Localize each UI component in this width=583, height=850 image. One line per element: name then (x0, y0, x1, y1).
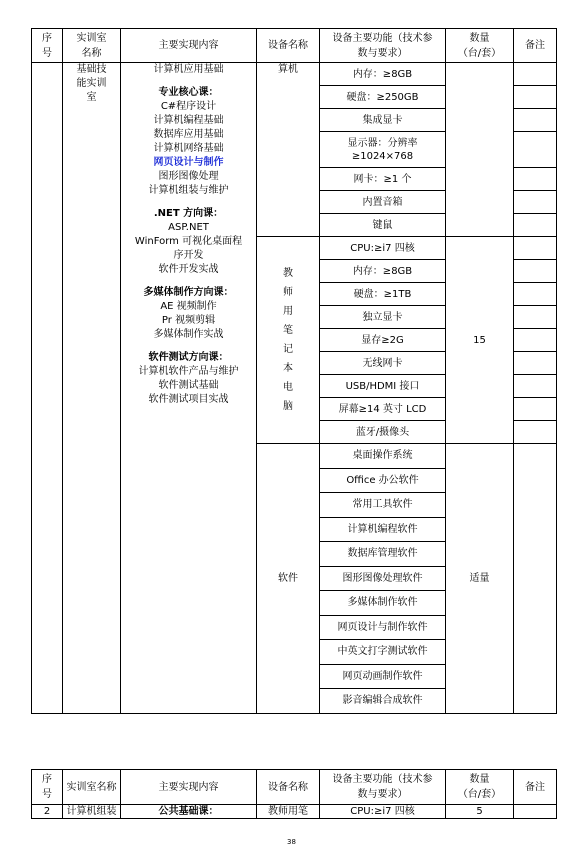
header-spec: 设备主要功能（技术参 数与要求） (320, 770, 446, 805)
header-seq: 序 号 (32, 770, 63, 805)
device-cell-laptop (257, 237, 320, 444)
seq-cell: 2 (32, 805, 63, 819)
quantity-cell (446, 63, 514, 237)
spec-cell: 硬盘：≥1TB (320, 283, 446, 306)
equipment-table-continued (31, 769, 557, 819)
spec-cell: 集成显卡 (320, 109, 446, 132)
header-spec: 设备主要功能（技术参 数与要求） (320, 29, 446, 63)
header-device: 设备名称 (257, 29, 320, 63)
header-content: 主要实现内容 (121, 29, 257, 63)
note-cell (514, 375, 557, 398)
spec-cell: 内存：≥8GB (320, 63, 446, 86)
content-line: 软件测试项目实战 (148, 394, 229, 405)
room-name-cell: 基础技 能实训 室 (63, 63, 121, 714)
content-line: 软件开发实战 (158, 264, 219, 275)
spec-cell: 计算机编程软件 (320, 517, 446, 542)
note-cell (514, 352, 557, 375)
note-cell (514, 444, 557, 714)
content-line: Pr 视频剪辑 (161, 315, 216, 326)
content-line: 软件测试基础 (158, 380, 219, 391)
spec-cell: 网页设计与制作软件 (320, 615, 446, 640)
content-line: 数据库应用基础 (153, 129, 224, 140)
seq-cell (32, 63, 63, 714)
note-cell (514, 214, 557, 237)
spec-cell: 内置音箱 (320, 191, 446, 214)
header-room-name: 实训室 名称 (63, 29, 121, 63)
header-device: 设备名称 (257, 770, 320, 805)
header-content: 主要实现内容 (121, 770, 257, 805)
content-cell (121, 63, 257, 714)
quantity-cell: 适量 (446, 444, 514, 714)
note-cell (514, 329, 557, 352)
header-note: 备注 (514, 770, 557, 805)
device-cell-computer: 算机 (257, 63, 320, 237)
content-line: 计算机网络基础 (153, 143, 224, 154)
note-cell (514, 109, 557, 132)
content-line: 多媒体制作方向课： (143, 287, 234, 298)
content-line: .NET 方向课： (153, 208, 224, 219)
page-number: 38 (287, 838, 296, 846)
header-quantity: 数量 （台/套） (446, 770, 514, 805)
spec-cell: 影音编辑合成软件 (320, 689, 446, 714)
note-cell (514, 63, 557, 86)
spec-cell: 独立显卡 (320, 306, 446, 329)
room-name-cell: 计算机组装 (63, 805, 121, 819)
spec-cell: 显示器：分辨率 ≥1024×768 (320, 132, 446, 168)
device-cell: 教师用笔 (257, 805, 320, 819)
equipment-table (31, 28, 557, 714)
content-line (121, 342, 256, 351)
spec-cell: 中英文打字测试软件 (320, 640, 446, 665)
content-line: 图形图像处理 (158, 171, 219, 182)
spec-cell: 内存：≥8GB (320, 260, 446, 283)
spec-cell: 多媒体制作软件 (320, 591, 446, 616)
header-note: 备注 (514, 29, 557, 63)
device-name-vertical: 教师用笔记本电脑 (283, 268, 293, 412)
content-line: AE 视频制作 (160, 301, 217, 312)
note-cell (514, 237, 557, 260)
spec-cell: 显存≥2G (320, 329, 446, 352)
spec-cell: 键鼠 (320, 214, 446, 237)
spec-cell: 网卡：≥1 个 (320, 168, 446, 191)
spec-cell: 数据库管理软件 (320, 542, 446, 567)
spec-cell: USB/HDMI 接口 (320, 375, 446, 398)
header-room-name: 实训室名称 (63, 770, 121, 805)
spec-cell: 网页动画制作软件 (320, 664, 446, 689)
table-row (32, 770, 557, 805)
content-line: 网页设计与制作 (153, 157, 224, 168)
note-cell (514, 421, 557, 444)
content-line: 计算机组装与维护 (148, 185, 229, 196)
spec-cell: 蓝牙/摄像头 (320, 421, 446, 444)
content-line: 计算机编程基础 (153, 115, 224, 126)
content-line (121, 198, 256, 207)
content-line: 多媒体制作实战 (153, 329, 224, 340)
quantity-cell: 15 (446, 237, 514, 444)
note-cell (514, 132, 557, 168)
spec-cell: CPU:≥i7 四核 (320, 237, 446, 260)
spec-cell: 屏幕≥14 英寸 LCD (320, 398, 446, 421)
header-quantity: 数量 （台/套） (446, 29, 514, 63)
spec-cell: 常用工具软件 (320, 493, 446, 518)
spec-cell: 图形图像处理软件 (320, 566, 446, 591)
content-line: C#程序设计 (160, 101, 217, 112)
device-cell-software: 软件 (257, 444, 320, 714)
content-line: 计算机软件产品与维护 (138, 366, 239, 377)
note-cell (514, 306, 557, 329)
note-cell (514, 805, 557, 819)
header-seq: 序 号 (32, 29, 63, 63)
note-cell (514, 260, 557, 283)
content-line: 专业核心课： (158, 87, 219, 98)
note-cell (514, 168, 557, 191)
content-line (121, 77, 256, 86)
spec-cell: 桌面操作系统 (320, 444, 446, 469)
content-line (121, 277, 256, 286)
spec-cell: CPU:≥i7 四核 (320, 805, 446, 819)
note-cell (514, 398, 557, 421)
content-line: 软件测试方向课： (148, 352, 229, 363)
content-line: 序开发 (173, 250, 204, 261)
table-row (32, 63, 557, 86)
content-line: WinForm 可视化桌面程 (134, 236, 243, 247)
table-row (32, 805, 557, 819)
quantity-cell: 5 (446, 805, 514, 819)
note-cell (514, 191, 557, 214)
content-cell: 公共基础课： (121, 805, 257, 819)
table-row (32, 29, 557, 63)
spec-cell: Office 办公软件 (320, 468, 446, 493)
note-cell (514, 86, 557, 109)
note-cell (514, 283, 557, 306)
content-line: 计算机应用基础 (153, 64, 224, 75)
spec-cell: 硬盘：≥250GB (320, 86, 446, 109)
spec-cell: 无线网卡 (320, 352, 446, 375)
content-line: ASP.NET (168, 222, 209, 233)
